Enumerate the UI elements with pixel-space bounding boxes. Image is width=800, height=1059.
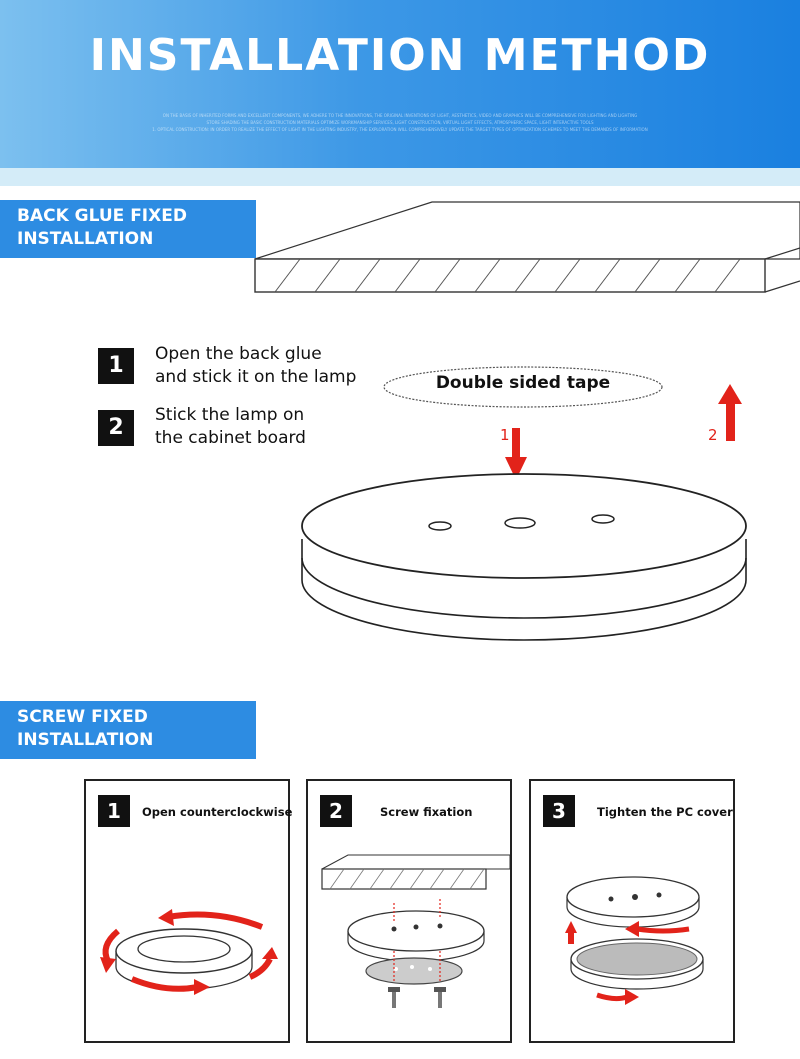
- step-2-number: 2: [98, 410, 134, 446]
- panel-2-illustration: [308, 781, 510, 1041]
- section-tag-line2: INSTALLATION: [17, 730, 154, 750]
- panel-3-number: 3: [543, 795, 575, 827]
- panel-1-illustration: [86, 781, 288, 1041]
- step-2-line2: the cabinet board: [155, 428, 306, 448]
- banner-fine-print-2: STORE SHADING THE BASIC CONSTRUCTION MATERIALS OPTIMIZE WORKMANSHIP SERVICES, LIGHT CONSTRUCTION, VIRTUAL LIGHT EFFECTS, ATMOSPHERIC SPACE, LIGHT INTERACTIVE TOOLS: [206, 120, 594, 125]
- step-1-line1: Open the back glue: [155, 344, 322, 364]
- banner-fine-print-1: ON THE BASIS OF INHERITED FORMS AND EXCELLENT COMPONENTS, WE ADHERE TO THE INNOVATIONS, THE ORIGINAL INVENTIONS OF LIGHT, AESTHETICS, VIDEO AND GRAPHICS WILL BE COMPREHENSIVE FOR LIGHTING AND LIGHTING: [162, 113, 638, 118]
- panel-screw-fixation: [306, 779, 512, 1043]
- section-tag-line1: BACK GLUE FIXED: [17, 206, 187, 226]
- panel-tighten-pc-cover: [529, 779, 735, 1043]
- banner-fine-print-3: 1. OPTICAL CONSTRUCTION: IN ORDER TO REALIZE THE EFFECT OF LIGHT IN THE LIGHTING INDUSTRY, THE EXPLORATION WILL COMPREHENSIVELY UPDATE THE TARGET TYPES OF OPTIMIZATION SCHEMES TO MEET THE DEMANDS OF INFORMATION: [152, 127, 648, 132]
- panel-2-label: Screw fixation: [380, 805, 473, 819]
- banner-strip: [0, 168, 800, 186]
- arrow-1-label: 1: [500, 426, 510, 444]
- section-tag-screw: [0, 701, 256, 759]
- step-2-line1: Stick the lamp on: [155, 405, 305, 425]
- header-banner: [0, 0, 800, 168]
- page-title: INSTALLATION METHOD: [89, 30, 711, 81]
- panel-2-number: 2: [320, 795, 352, 827]
- panel-3-label: Tighten the PC cover: [597, 805, 733, 819]
- step-1-line2: and stick it on the lamp: [155, 367, 357, 387]
- panel-1-label: Open counterclockwise: [142, 805, 293, 819]
- panel-open-counterclockwise: [84, 779, 293, 1043]
- step-1-number: 1: [98, 348, 134, 384]
- section-tag-line2: INSTALLATION: [17, 229, 154, 249]
- panel-3-illustration: [531, 781, 733, 1041]
- double-sided-tape-label: Double sided tape: [435, 373, 611, 393]
- section-tag-line1: SCREW FIXED: [17, 707, 148, 727]
- arrow-2-label: 2: [708, 426, 718, 444]
- panel-1-number: 1: [98, 795, 130, 827]
